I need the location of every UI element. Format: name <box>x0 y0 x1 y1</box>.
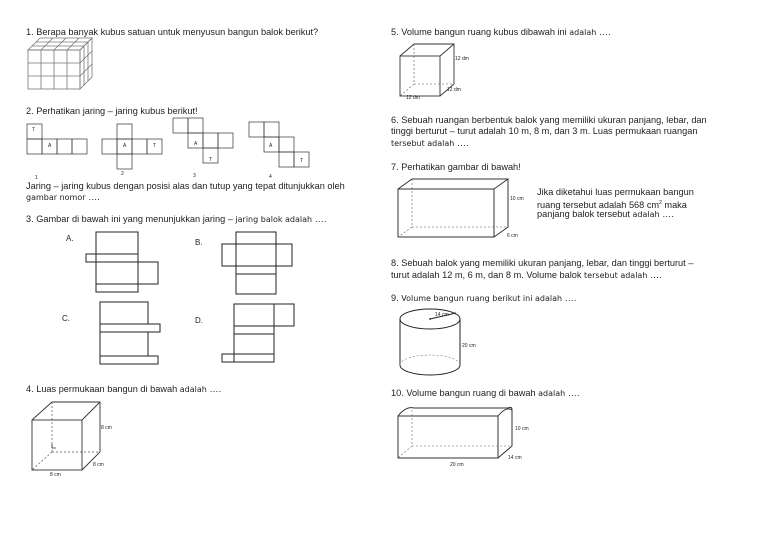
q10-length-label: 20 cm <box>450 462 464 468</box>
net-3-top-letter: T <box>209 157 213 163</box>
q10-depth-label: 14 cm <box>508 455 522 461</box>
question-9-text: 9. Volume bangun ruang berikut ini adalah …. <box>391 293 577 303</box>
cube-nets-figure <box>27 118 317 180</box>
question-8-line2: turut adalah 12 m, 6 m, dan 8 m. Volume balok tersebut adalah …. <box>391 270 662 280</box>
q5-width-label: 12 dm <box>406 95 420 101</box>
net-number-4: 4 <box>269 174 272 180</box>
cylinder-figure-q9 <box>398 307 464 379</box>
cuboid-figure-q7 <box>396 177 516 241</box>
net-number-1: 1 <box>35 175 38 181</box>
q7-width-label: 6 cm <box>507 233 518 239</box>
half-cylinder-prism-figure-q10 <box>396 402 518 462</box>
net-number-3: 3 <box>193 173 196 179</box>
question-2-text: 2. Perhatikan jaring – jaring kubus berikut! <box>26 106 198 116</box>
question-5-text: 5. Volume bangun ruang kubus dibawah ini adalah …. <box>391 27 611 37</box>
question-6-line2: tinggi berturut – turut adalah 10 m, 8 m, dan 3 m. Luas permukaan ruangan <box>391 126 698 136</box>
net-2-top-letter: T <box>153 143 157 149</box>
net-1-base-letter: A <box>48 143 52 149</box>
net-1-top-letter: T <box>32 127 36 133</box>
question-7-side-line1: Jika diketahui luas permukaan bangun <box>537 187 694 197</box>
question-7-side-line2: ruang tersebut adalah 568 $cm^2$ maka <box>537 200 687 211</box>
q4-width-label: 8 cm <box>50 472 61 478</box>
question-1-text: 1. Berapa banyak kubus satuan untuk menyusun bangun balok berikut? <box>26 27 319 37</box>
option-c-net <box>98 302 162 366</box>
net-2-base-letter: A <box>123 143 127 149</box>
q10-height-label: 10 cm <box>515 426 529 432</box>
net-number-2: 2 <box>121 171 124 177</box>
question-7-side-line3: panjang balok tersebut adalah …. <box>537 209 674 219</box>
question-2-followup-line1: Jaring – jaring kubus dengan posisi alas dan tutup yang tepat ditunjukkan oleh <box>26 181 345 191</box>
question-6-line1: 6. Sebuah ruangan berbentuk balok yang memiliki ukuran panjang, lebar, dan <box>391 115 707 125</box>
question-7-text: 7. Perhatikan gambar di bawah! <box>391 162 521 172</box>
option-a-label: A. <box>66 234 74 243</box>
q5-height-label: 12 dm <box>455 56 469 62</box>
option-d-net <box>222 302 296 366</box>
option-a-net <box>86 232 160 296</box>
net-4-top-letter: T <box>300 158 304 164</box>
question-6-line3: tersebut adalah …. <box>391 138 469 148</box>
q7-height-label: 10 cm <box>510 196 524 202</box>
question-2-followup-line2: gambar nomor …. <box>26 192 100 202</box>
option-d-label: D. <box>195 316 203 325</box>
net-3-base-letter: A <box>194 141 198 147</box>
net-4-base-letter: A <box>269 143 273 149</box>
option-b-net <box>222 232 294 296</box>
q9-radius-label: 14 cm <box>435 312 449 318</box>
question-3-text: 3. Gambar di bawah ini yang menunjukkan jaring – jaring balok adalah …. <box>26 214 327 224</box>
question-8-line1: 8. Sebuah balok yang memiliki ukuran panjang, lebar, dan tinggi berturut – <box>391 258 694 268</box>
question-4-text: 4. Luas permukaan bangun di bawah adalah …. <box>26 384 222 394</box>
q9-height-label: 20 cm <box>462 343 476 349</box>
unit-cubes-figure <box>28 38 92 90</box>
q4-height-label: 8 cm <box>101 425 112 431</box>
option-c-label: C. <box>62 314 70 323</box>
option-b-label: B. <box>195 238 203 247</box>
q4-depth-label: 8 cm <box>93 462 104 468</box>
q5-depth-label: 12 dm <box>447 87 461 93</box>
question-10-text: 10. Volume bangun ruang di bawah adalah …. <box>391 388 580 398</box>
